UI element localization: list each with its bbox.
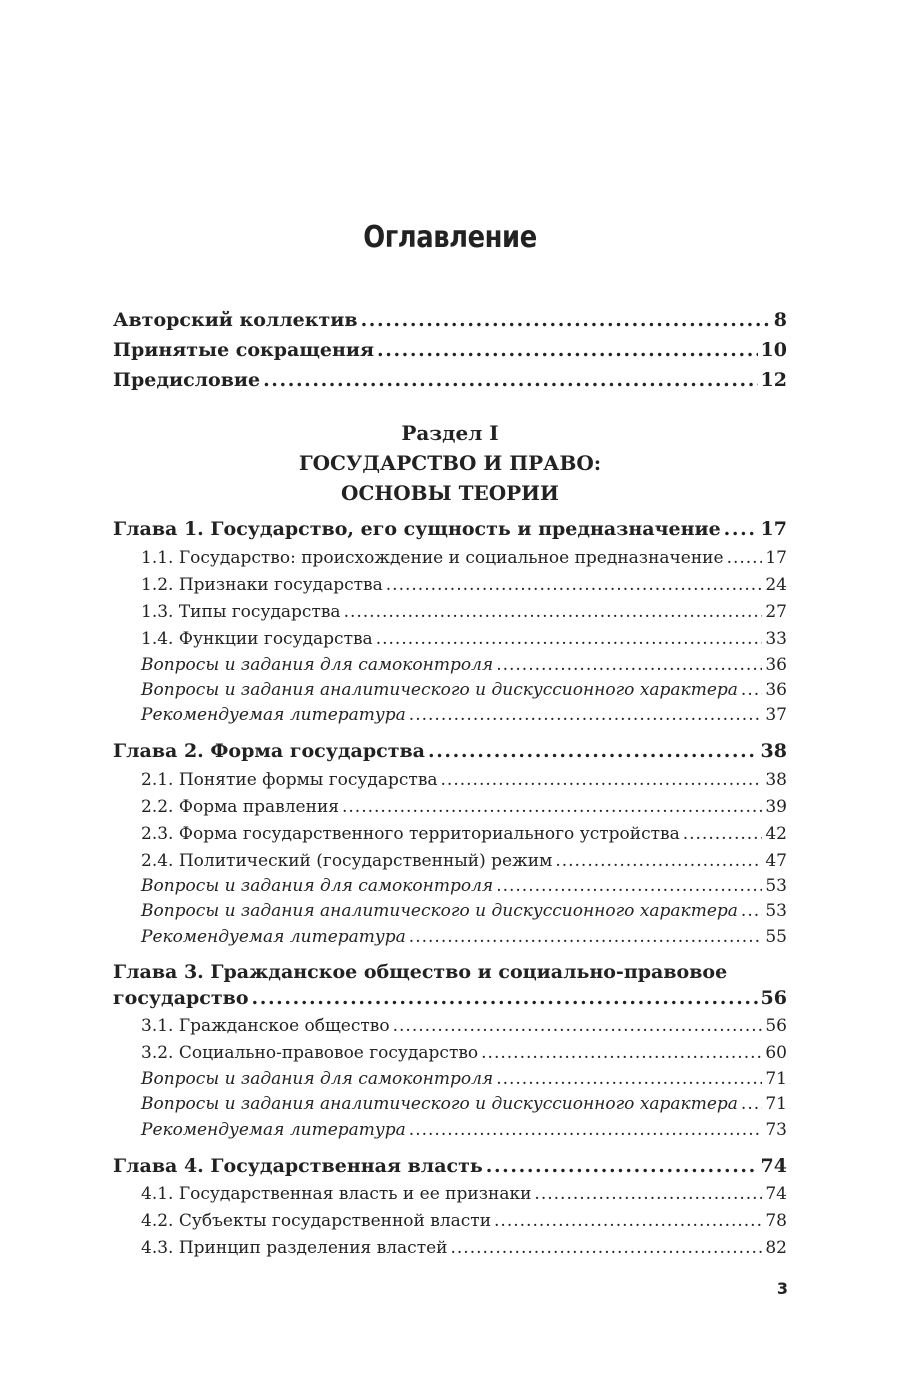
toc-chapter-1[interactable] xyxy=(113,517,787,541)
toc-section-page: 74 xyxy=(765,1184,787,1204)
leader-dots xyxy=(342,795,762,819)
leader-dots xyxy=(376,627,763,651)
toc-section[interactable] xyxy=(141,1118,787,1142)
toc-section[interactable] xyxy=(141,899,787,923)
part-title-line2: ОСНОВЫ ТЕОРИИ xyxy=(341,481,559,505)
leader-dots xyxy=(496,874,762,898)
toc-section-page: 78 xyxy=(765,1211,787,1231)
toc-section[interactable] xyxy=(141,768,787,792)
toc-section-page: 33 xyxy=(765,629,787,649)
toc-section[interactable] xyxy=(141,1236,787,1260)
toc-section[interactable] xyxy=(141,573,787,597)
part-number: Раздел I xyxy=(401,421,499,445)
toc-section[interactable] xyxy=(141,1014,787,1038)
leader-dots xyxy=(361,308,771,332)
toc-chapter-page: 56 xyxy=(760,987,787,1009)
toc-section-page: 24 xyxy=(765,575,787,595)
toc-entry-page: 8 xyxy=(773,309,787,331)
toc-section[interactable] xyxy=(141,600,787,624)
toc-section-page: 38 xyxy=(765,770,787,790)
toc-section[interactable] xyxy=(141,1092,787,1116)
toc-chapter-3-line1[interactable]: Глава 3. Гражданское общество и социально-правовое xyxy=(113,961,728,983)
toc-section[interactable] xyxy=(141,546,787,570)
toc-section-page: 17 xyxy=(765,548,787,568)
toc-entry-authors[interactable] xyxy=(113,308,787,332)
toc-section-page: 39 xyxy=(765,797,787,817)
toc-section[interactable] xyxy=(141,1209,787,1233)
toc-section-label: 3.1. Гражданское общество xyxy=(141,1016,390,1036)
toc-section-label: 2.4. Политический (государственный) режим xyxy=(141,851,553,871)
leader-dots xyxy=(724,517,758,541)
toc-chapter-label: Глава 1. Государство, его сущность и предназначение xyxy=(113,518,721,540)
leader-dots xyxy=(409,925,763,949)
toc-section-label: 1.3. Типы государства xyxy=(141,602,341,622)
toc-entry-label: Предисловие xyxy=(113,369,261,391)
toc-section-label: 1.2. Признаки государства xyxy=(141,575,383,595)
toc-section-label: 2.1. Понятие формы государства xyxy=(141,770,438,790)
page-title: Оглавление xyxy=(363,220,537,255)
toc-section-page: 71 xyxy=(765,1094,787,1114)
toc-chapter-4[interactable] xyxy=(113,1154,787,1178)
toc-section-page: 55 xyxy=(765,927,787,947)
leader-dots xyxy=(344,600,763,624)
leader-dots xyxy=(441,768,763,792)
toc-entry-page: 10 xyxy=(760,339,787,361)
toc-entry-label: Принятые сокращения xyxy=(113,339,375,361)
toc-section-page: 71 xyxy=(765,1069,787,1089)
leader-dots xyxy=(386,573,763,597)
toc-section[interactable] xyxy=(141,925,787,949)
toc-section[interactable] xyxy=(141,849,787,873)
leader-dots xyxy=(481,1041,762,1065)
toc-section[interactable] xyxy=(141,1067,787,1091)
toc-section-label: 4.1. Государственная власть и ее признаки xyxy=(141,1184,532,1204)
leader-dots xyxy=(451,1236,763,1260)
leader-dots xyxy=(409,1118,763,1142)
toc-section-label: Вопросы и задания для самоконтроля xyxy=(141,655,494,675)
leader-dots xyxy=(683,822,763,846)
toc-entry-label: Авторский коллектив xyxy=(113,309,358,331)
toc-section-page: 82 xyxy=(765,1238,787,1258)
toc-section-page: 73 xyxy=(765,1120,787,1140)
toc-entry-preface[interactable] xyxy=(113,368,787,392)
toc-section-label: Вопросы и задания аналитического и дискуссионного характера xyxy=(141,680,738,700)
toc-section[interactable] xyxy=(141,627,787,651)
toc-chapter-2[interactable] xyxy=(113,739,787,763)
toc-section-page: 60 xyxy=(765,1043,787,1063)
toc-entry-page: 12 xyxy=(760,369,787,391)
leader-dots xyxy=(252,986,758,1010)
leader-dots xyxy=(393,1014,763,1038)
toc-section-label: Вопросы и задания для самоконтроля xyxy=(141,876,494,896)
toc-section[interactable] xyxy=(141,795,787,819)
leader-dots xyxy=(741,678,762,702)
toc-section-page: 27 xyxy=(765,602,787,622)
leader-dots xyxy=(494,1209,762,1233)
leader-dots xyxy=(741,1092,762,1116)
toc-section-page: 56 xyxy=(765,1016,787,1036)
toc-section-label: Вопросы и задания аналитического и дискуссионного характера xyxy=(141,901,738,921)
toc-section-page: 36 xyxy=(765,655,787,675)
leader-dots xyxy=(486,1154,758,1178)
leader-dots xyxy=(377,338,758,362)
toc-section-label: Рекомендуемая литература xyxy=(141,705,406,725)
toc-section-label: Рекомендуемая литература xyxy=(141,927,406,947)
leader-dots xyxy=(555,849,762,873)
toc-section[interactable] xyxy=(141,1182,787,1206)
leader-dots xyxy=(263,368,757,392)
toc-section[interactable] xyxy=(141,874,787,898)
leader-dots xyxy=(409,703,763,727)
leader-dots xyxy=(428,739,758,763)
toc-section-label: Вопросы и задания для самоконтроля xyxy=(141,1069,494,1089)
toc-section-label: 1.1. Государство: происхождение и социальное предназначение xyxy=(141,548,724,568)
page-number: 3 xyxy=(776,1279,788,1298)
toc-chapter-page: 17 xyxy=(760,518,787,540)
toc-section[interactable] xyxy=(141,653,787,677)
leader-dots xyxy=(496,653,762,677)
toc-section-label: 1.4. Функции государства xyxy=(141,629,373,649)
toc-section-label: 2.3. Форма государственного территориального устройства xyxy=(141,824,680,844)
toc-chapter-3[interactable] xyxy=(113,986,787,1010)
toc-entry-abbreviations[interactable] xyxy=(113,338,787,362)
leader-dots xyxy=(741,899,762,923)
toc-section[interactable] xyxy=(141,678,787,702)
toc-section-page: 42 xyxy=(765,824,787,844)
toc-chapter-label: Глава 4. Государственная власть xyxy=(113,1155,483,1177)
toc-section-page: 37 xyxy=(765,705,787,725)
toc-section-page: 36 xyxy=(765,680,787,700)
toc-section-label: 3.2. Социально-правовое государство xyxy=(141,1043,479,1063)
leader-dots xyxy=(534,1182,762,1206)
toc-section[interactable] xyxy=(141,703,787,727)
toc-section-label: 2.2. Форма правления xyxy=(141,797,339,817)
toc-section-label: Рекомендуемая литература xyxy=(141,1120,406,1140)
toc-section-page: 53 xyxy=(765,876,787,896)
leader-dots xyxy=(727,546,763,570)
toc-chapter-label: Глава 2. Форма государства xyxy=(113,740,425,762)
toc-chapter-label: государство xyxy=(113,987,249,1009)
toc-section-label: Вопросы и задания аналитического и дискуссионного характера xyxy=(141,1094,738,1114)
toc-section-page: 47 xyxy=(765,851,787,871)
toc-chapter-page: 74 xyxy=(760,1155,787,1177)
leader-dots xyxy=(496,1067,762,1091)
toc-section-label: 4.3. Принцип разделения властей xyxy=(141,1238,448,1258)
toc-section[interactable] xyxy=(141,822,787,846)
toc-chapter-page: 38 xyxy=(760,740,787,762)
toc-section-label: 4.2. Субъекты государственной власти xyxy=(141,1211,492,1231)
part-title-line1: ГОСУДАРСТВО И ПРАВО: xyxy=(298,451,602,475)
toc-section-page: 53 xyxy=(765,901,787,921)
toc-section[interactable] xyxy=(141,1041,787,1065)
